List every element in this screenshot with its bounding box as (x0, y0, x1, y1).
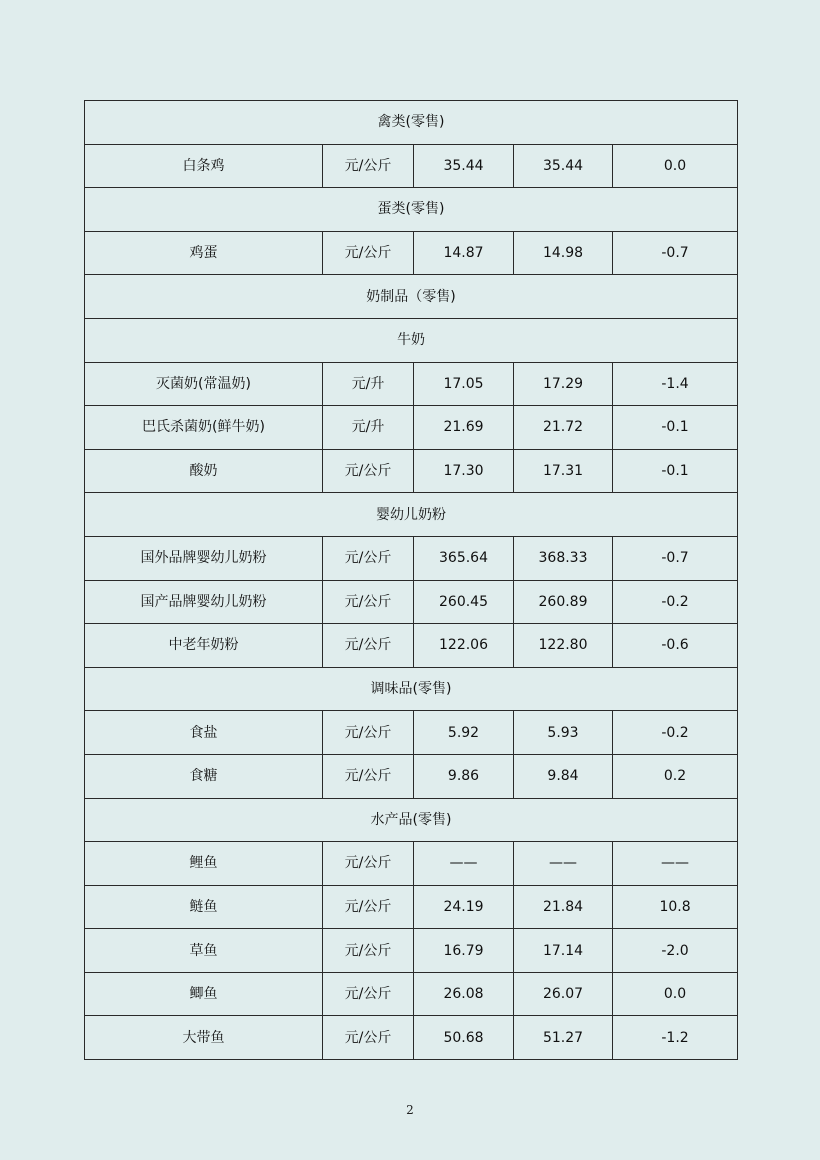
change-percent-cell: -2.0 (613, 929, 738, 973)
change-percent-cell: -0.2 (613, 711, 738, 755)
current-price-cell: 260.45 (414, 580, 514, 624)
current-price-cell: 21.69 (414, 406, 514, 450)
previous-price-cell: 260.89 (514, 580, 613, 624)
item-name-cell: 中老年奶粉 (85, 624, 323, 668)
previous-price-cell: 26.07 (514, 972, 613, 1016)
category-row (85, 667, 738, 711)
table-row (85, 536, 738, 580)
current-price-cell: —— (414, 842, 514, 886)
unit-cell: 元/公斤 (323, 711, 414, 755)
change-percent-cell: 10.8 (613, 885, 738, 929)
current-price-cell: 26.08 (414, 972, 514, 1016)
unit-cell: 元/升 (323, 362, 414, 406)
current-price-cell: 14.87 (414, 231, 514, 275)
unit-cell: 元/公斤 (323, 449, 414, 493)
change-percent-cell: -0.6 (613, 624, 738, 668)
table-row (85, 842, 738, 886)
item-name-cell: 草鱼 (85, 929, 323, 973)
item-name-cell: 白条鸡 (85, 144, 323, 188)
table-row (85, 754, 738, 798)
table-row (85, 624, 738, 668)
item-name-cell: 国外品牌婴幼儿奶粉 (85, 536, 323, 580)
price-table (84, 100, 738, 1060)
category-row (85, 493, 738, 537)
item-name-cell: 大带鱼 (85, 1016, 323, 1060)
unit-cell: 元/公斤 (323, 231, 414, 275)
current-price-cell: 16.79 (414, 929, 514, 973)
current-price-cell: 9.86 (414, 754, 514, 798)
previous-price-cell: 21.72 (514, 406, 613, 450)
change-percent-cell: 0.0 (613, 972, 738, 1016)
unit-cell: 元/公斤 (323, 1016, 414, 1060)
category-label: 调味品(零售) (85, 667, 738, 711)
unit-cell: 元/公斤 (323, 754, 414, 798)
category-label: 奶制品（零售) (85, 275, 738, 319)
table-row (85, 580, 738, 624)
unit-cell: 元/公斤 (323, 885, 414, 929)
page-number: 2 (406, 1103, 414, 1117)
change-percent-cell: -0.1 (613, 449, 738, 493)
category-label: 牛奶 (85, 318, 738, 362)
change-percent-cell: 0.0 (613, 144, 738, 188)
current-price-cell: 365.64 (414, 536, 514, 580)
unit-cell: 元/公斤 (323, 842, 414, 886)
unit-cell: 元/公斤 (323, 580, 414, 624)
item-name-cell: 食糖 (85, 754, 323, 798)
table-row (85, 1016, 738, 1060)
item-name-cell: 鲢鱼 (85, 885, 323, 929)
category-row (85, 275, 738, 319)
current-price-cell: 17.05 (414, 362, 514, 406)
table-row (85, 362, 738, 406)
category-row (85, 188, 738, 232)
category-row (85, 101, 738, 145)
previous-price-cell: 51.27 (514, 1016, 613, 1060)
current-price-cell: 50.68 (414, 1016, 514, 1060)
table-row (85, 711, 738, 755)
current-price-cell: 24.19 (414, 885, 514, 929)
change-percent-cell: —— (613, 842, 738, 886)
change-percent-cell: -0.1 (613, 406, 738, 450)
current-price-cell: 122.06 (414, 624, 514, 668)
previous-price-cell: —— (514, 842, 613, 886)
category-label: 水产品(零售) (85, 798, 738, 842)
item-name-cell: 巴氏杀菌奶(鲜牛奶) (85, 406, 323, 450)
category-label: 婴幼儿奶粉 (85, 493, 738, 537)
change-percent-cell: -1.2 (613, 1016, 738, 1060)
current-price-cell: 17.30 (414, 449, 514, 493)
change-percent-cell: -1.4 (613, 362, 738, 406)
change-percent-cell: 0.2 (613, 754, 738, 798)
item-name-cell: 国产品牌婴幼儿奶粉 (85, 580, 323, 624)
change-percent-cell: -0.2 (613, 580, 738, 624)
previous-price-cell: 17.31 (514, 449, 613, 493)
item-name-cell: 酸奶 (85, 449, 323, 493)
previous-price-cell: 14.98 (514, 231, 613, 275)
table-row (85, 144, 738, 188)
category-row (85, 798, 738, 842)
table-row (85, 929, 738, 973)
unit-cell: 元/公斤 (323, 624, 414, 668)
unit-cell: 元/公斤 (323, 536, 414, 580)
unit-cell: 元/升 (323, 406, 414, 450)
previous-price-cell: 17.14 (514, 929, 613, 973)
category-row (85, 318, 738, 362)
change-percent-cell: -0.7 (613, 536, 738, 580)
unit-cell: 元/公斤 (323, 929, 414, 973)
item-name-cell: 鸡蛋 (85, 231, 323, 275)
previous-price-cell: 9.84 (514, 754, 613, 798)
current-price-cell: 5.92 (414, 711, 514, 755)
previous-price-cell: 5.93 (514, 711, 613, 755)
category-label: 蛋类(零售) (85, 188, 738, 232)
table-row (85, 406, 738, 450)
previous-price-cell: 122.80 (514, 624, 613, 668)
table-row (85, 885, 738, 929)
table-row (85, 972, 738, 1016)
table-row (85, 231, 738, 275)
item-name-cell: 鲤鱼 (85, 842, 323, 886)
current-price-cell: 35.44 (414, 144, 514, 188)
previous-price-cell: 17.29 (514, 362, 613, 406)
previous-price-cell: 35.44 (514, 144, 613, 188)
change-percent-cell: -0.7 (613, 231, 738, 275)
item-name-cell: 鲫鱼 (85, 972, 323, 1016)
item-name-cell: 灭菌奶(常温奶) (85, 362, 323, 406)
price-table-body (85, 101, 738, 1060)
previous-price-cell: 21.84 (514, 885, 613, 929)
category-label: 禽类(零售) (85, 101, 738, 145)
previous-price-cell: 368.33 (514, 536, 613, 580)
table-row (85, 449, 738, 493)
item-name-cell: 食盐 (85, 711, 323, 755)
unit-cell: 元/公斤 (323, 972, 414, 1016)
unit-cell: 元/公斤 (323, 144, 414, 188)
